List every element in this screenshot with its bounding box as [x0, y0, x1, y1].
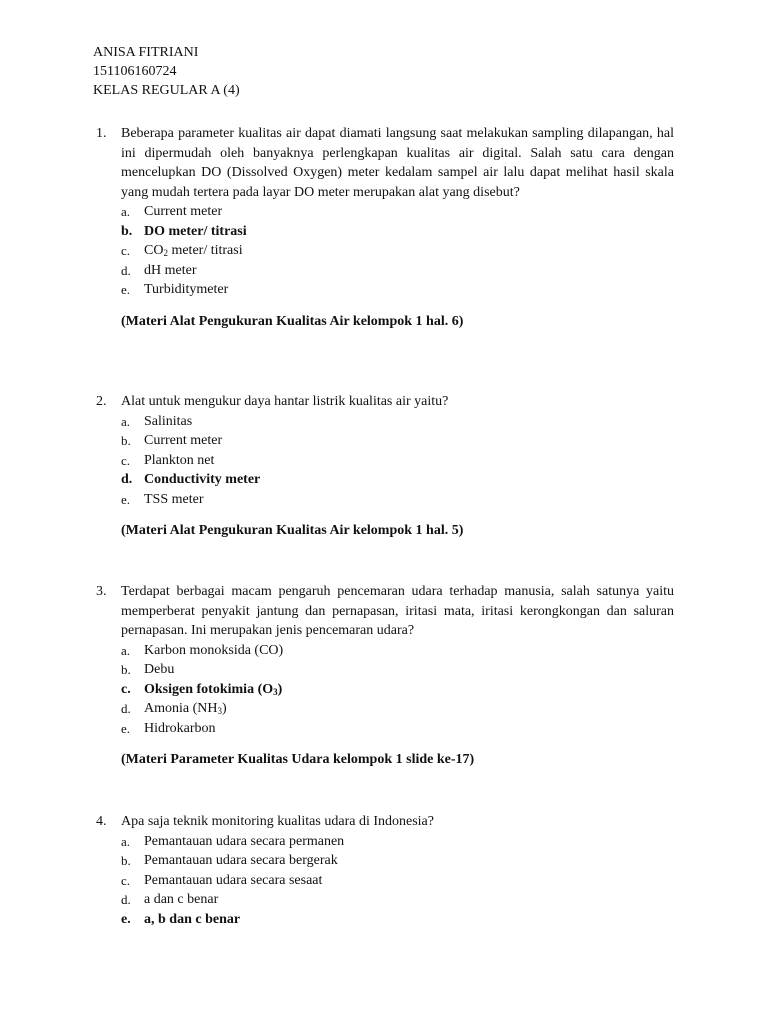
option-c [121, 241, 674, 261]
option-text: Current meter [144, 204, 223, 219]
question-text: Alat untuk mengukur daya hantar listrik kualitas air yaitu? [121, 394, 449, 409]
option-d [121, 699, 674, 719]
option-e [121, 490, 674, 510]
question-text: Terdapat berbagai macam pengaruh pencemaran udara terhadap manusia, salah satunya yaitu memperberat penyakit jantung dan pernapasan, iritasi mata, iritasi kerongkongan dan saluran pernapasan. Ini merupakan jenis pencemaran udara? [121, 584, 674, 638]
question-text: Apa saja teknik monitoring kualitas udara di Indonesia? [121, 814, 434, 829]
option-text-after: ) [277, 681, 283, 697]
option-e-correct [121, 910, 674, 930]
option-letter: c. [121, 243, 131, 258]
option-text [144, 241, 243, 261]
question-1 [96, 124, 676, 331]
question-2 [96, 392, 676, 541]
option-subscript: 3 [273, 686, 278, 697]
option-d [121, 890, 674, 910]
option-text: Turbiditymeter [144, 282, 229, 297]
question-3 [96, 582, 676, 770]
student-id: 151106160724 [93, 64, 177, 79]
option-text: Pemantauan udara secara sesaat [144, 872, 323, 888]
option-c-correct [121, 680, 674, 700]
answer-options [121, 202, 674, 300]
option-a [121, 832, 674, 852]
option-letter: d. [121, 472, 133, 487]
option-letter: b. [121, 433, 131, 448]
option-c [121, 451, 674, 471]
option-letter: e. [121, 282, 131, 297]
question-text: Beberapa parameter kualitas air dapat diamati langsung saat melakukan sampling dilapangan, hal ini dipermudah oleh banyaknya perlengkapan kualitas air digital. Salah satu cara dengan mencelupkan DO (Dissolved Oxygen) meter kedalam sampel air lalu dapat melihat hasil skala yang mudah tertera pada layar DO meter merupakan alat yang disebut? [121, 126, 674, 200]
option-text: Karbon monoksida (CO) [144, 642, 284, 658]
option-b-correct [121, 222, 674, 242]
option-text: Salinitas [144, 413, 193, 429]
option-text: Hidrokarbon [144, 720, 216, 736]
option-b [121, 851, 674, 871]
option-letter: b. [121, 223, 133, 239]
option-letter: c. [121, 452, 131, 468]
option-d [121, 261, 674, 281]
option-subscript: 2 [163, 248, 168, 258]
student-name: ANISA FITRIANI [93, 45, 199, 60]
option-letter: a. [121, 204, 131, 219]
option-text: Plankton net [144, 452, 215, 468]
student-class: KELAS REGULAR A (4) [93, 83, 240, 98]
reference-note: (Materi Alat Pengukuran Kualitas Air kelompok 1 hal. 6) [121, 313, 464, 329]
option-e [121, 719, 674, 739]
answer-options [121, 641, 674, 739]
option-subscript: 3 [217, 706, 222, 716]
reference-note: (Materi Alat Pengukuran Kualitas Air kelompok 1 hal. 5) [121, 523, 464, 538]
question-4 [96, 812, 676, 929]
option-letter: d. [121, 262, 131, 278]
option-b [121, 660, 674, 680]
option-letter: a. [121, 833, 131, 849]
option-letter: c. [121, 681, 131, 697]
option-letter: a. [121, 413, 131, 429]
option-letter: b. [121, 662, 131, 677]
option-text: Pemantauan udara secara permanen [144, 833, 345, 849]
option-text: DO meter/ titrasi [144, 223, 247, 239]
option-text-after: meter/ titrasi [167, 243, 243, 258]
option-text: a, b dan c benar [144, 911, 241, 927]
student-header [93, 43, 240, 100]
option-b [121, 431, 674, 451]
option-a [121, 641, 674, 661]
question-number: 4. [96, 814, 107, 829]
option-letter: a. [121, 642, 131, 658]
option-letter: c. [121, 872, 131, 888]
option-text-after: ) [222, 701, 227, 716]
option-text: Current meter [144, 433, 223, 448]
option-text: a dan c benar [144, 892, 219, 907]
answer-options [121, 412, 674, 510]
option-text-before: Oksigen fotokimia (O [144, 681, 274, 697]
option-text: dH meter [144, 262, 197, 278]
option-letter: e. [121, 911, 131, 927]
option-text: Pemantauan udara secara bergerak [144, 853, 338, 868]
question-number: 1. [96, 126, 107, 141]
question-number: 3. [96, 584, 107, 599]
question-number: 2. [96, 394, 107, 409]
option-a [121, 412, 674, 432]
option-d-correct [121, 470, 674, 490]
option-c [121, 871, 674, 891]
option-text: Conductivity meter [144, 472, 261, 487]
option-letter: b. [121, 853, 131, 868]
option-text [144, 680, 282, 700]
option-text-before: Amonia (NH [144, 701, 218, 716]
option-letter: e. [121, 491, 131, 507]
option-a [121, 202, 674, 222]
option-text: TSS meter [144, 491, 204, 507]
option-letter: d. [121, 892, 131, 907]
option-e [121, 280, 674, 300]
option-text: Debu [144, 662, 175, 677]
reference-note: (Materi Parameter Kualitas Udara kelompok 1 slide ke-17) [121, 752, 475, 767]
option-text-before: CO [144, 243, 164, 258]
option-letter: e. [121, 720, 131, 736]
answer-options [121, 832, 674, 930]
option-text [144, 699, 227, 719]
option-letter: d. [121, 701, 131, 716]
